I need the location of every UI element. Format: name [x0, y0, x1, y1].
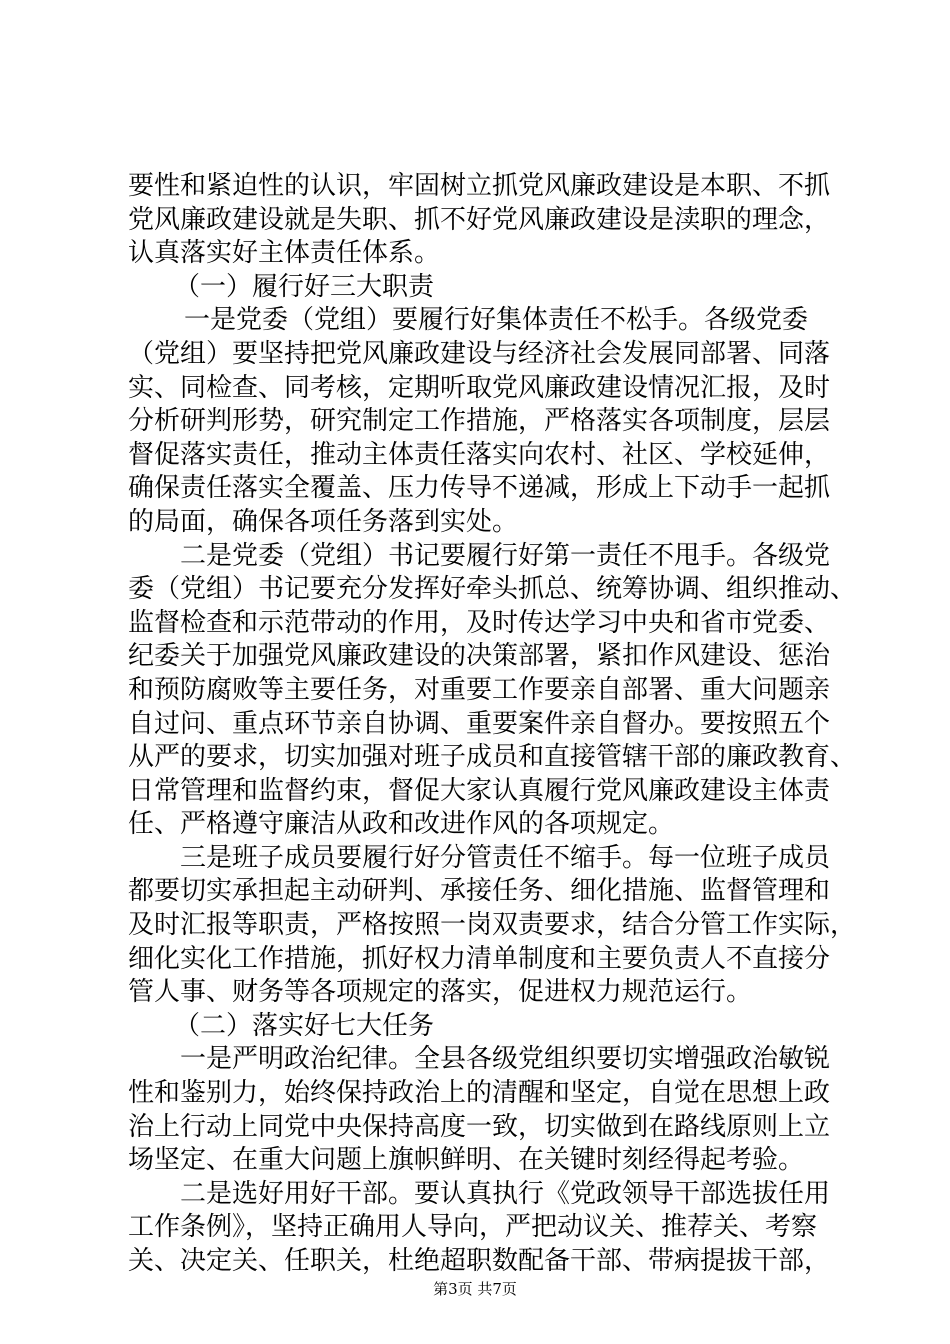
- section-heading-1: （一）履行好三大职责: [174, 271, 435, 302]
- text-line: 督促落实责任，推动主体责任落实向农村、社区、学校延伸，: [128, 439, 831, 470]
- text-line: 场坚定、在重大问题上旗帜鲜明、在关键时刻经得起考验。: [128, 1145, 805, 1176]
- text-line: 党风廉政建设就是失职、抓不好党风廉政建设是渎职的理念，: [128, 204, 831, 235]
- text-line: 任、严格遵守廉洁从政和改进作风的各项规定。: [128, 809, 675, 840]
- paragraph-start: 二是选好用好干部。要认真执行《党政领导干部选拔任用: [180, 1178, 831, 1209]
- text-line: 自过问、重点环节亲自协调、重要案件亲自督办。要按照五个: [128, 708, 831, 739]
- paragraph-start: 一是严明政治纪律。全县各级党组织要切实增强政治敏锐: [180, 1044, 831, 1075]
- text-line: 实、同检查、同考核，定期听取党风廉政建设情况汇报，及时: [128, 372, 831, 403]
- text-line: 从严的要求，切实加强对班子成员和直接管辖干部的廉政教育、: [128, 742, 857, 773]
- text-line: 要性和紧迫性的认识，牢固树立抓党风廉政建设是本职、不抓: [128, 171, 831, 201]
- text-line: 认真落实好主体责任体系。: [128, 238, 441, 269]
- text-line: 监督检查和示范带动的作用，及时传达学习中央和省市党委、: [128, 607, 831, 638]
- paragraph-start: 一是党委（党组）要履行好集体责任不松手。各级党委: [184, 305, 809, 336]
- text-line: 工作条例》，坚持正确用人导向，严把动议关、推荐关、考察: [128, 1212, 818, 1243]
- text-line: 关、决定关、任职关，杜绝超职数配备干部、带病提拔干部，: [128, 1246, 831, 1276]
- paragraph-start: 二是党委（党组）书记要履行好第一责任不甩手。各级党: [180, 540, 831, 571]
- text-line: 管人事、财务等各项规定的落实，促进权力规范运行。: [128, 977, 753, 1008]
- text-line: 性和鉴别力，始终保持政治上的清醒和坚定，自觉在思想上政: [128, 1078, 831, 1109]
- section-heading-2: （二）落实好七大任务: [174, 1010, 435, 1041]
- text-line: 都要切实承担起主动研判、承接任务、细化措施、监督管理和: [128, 876, 831, 907]
- page-number: 第3页 共7页: [433, 1280, 517, 1298]
- text-line: 委（党组）书记要充分发挥好牵头抓总、统筹协调、组织推动、: [128, 574, 857, 605]
- text-line: 分析研判形势，研究制定工作措施，严格落实各项制度，层层: [128, 406, 831, 437]
- text-line: 和预防腐败等主要任务，对重要工作要亲自部署、重大问题亲: [128, 674, 831, 705]
- text-line: 治上行动上同党中央保持高度一致，切实做到在路线原则上立: [128, 1111, 831, 1142]
- page-footer: [0, 1278, 950, 1299]
- paragraph-start: 三是班子成员要履行好分管责任不缩手。每一位班子成员: [180, 842, 831, 873]
- text-line: 日常管理和监督约束，督促大家认真履行党风廉政建设主体责: [128, 775, 831, 806]
- document-body: [128, 170, 857, 1279]
- text-line: 的局面，确保各项任务落到实处。: [128, 506, 519, 537]
- text-line: （党组）要坚持把党风廉政建设与经济社会发展同部署、同落: [128, 338, 831, 369]
- text-line: 纪委关于加强党风廉政建设的决策部署，紧扣作风建设、惩治: [128, 641, 831, 672]
- text-line: 细化实化工作措施，抓好权力清单制度和主要负责人不直接分: [128, 943, 831, 974]
- text-line: 及时汇报等职责，严格按照一岗双责要求，结合分管工作实际，: [128, 910, 857, 941]
- text-line: 确保责任落实全覆盖、压力传导不递减，形成上下动手一起抓: [128, 473, 831, 504]
